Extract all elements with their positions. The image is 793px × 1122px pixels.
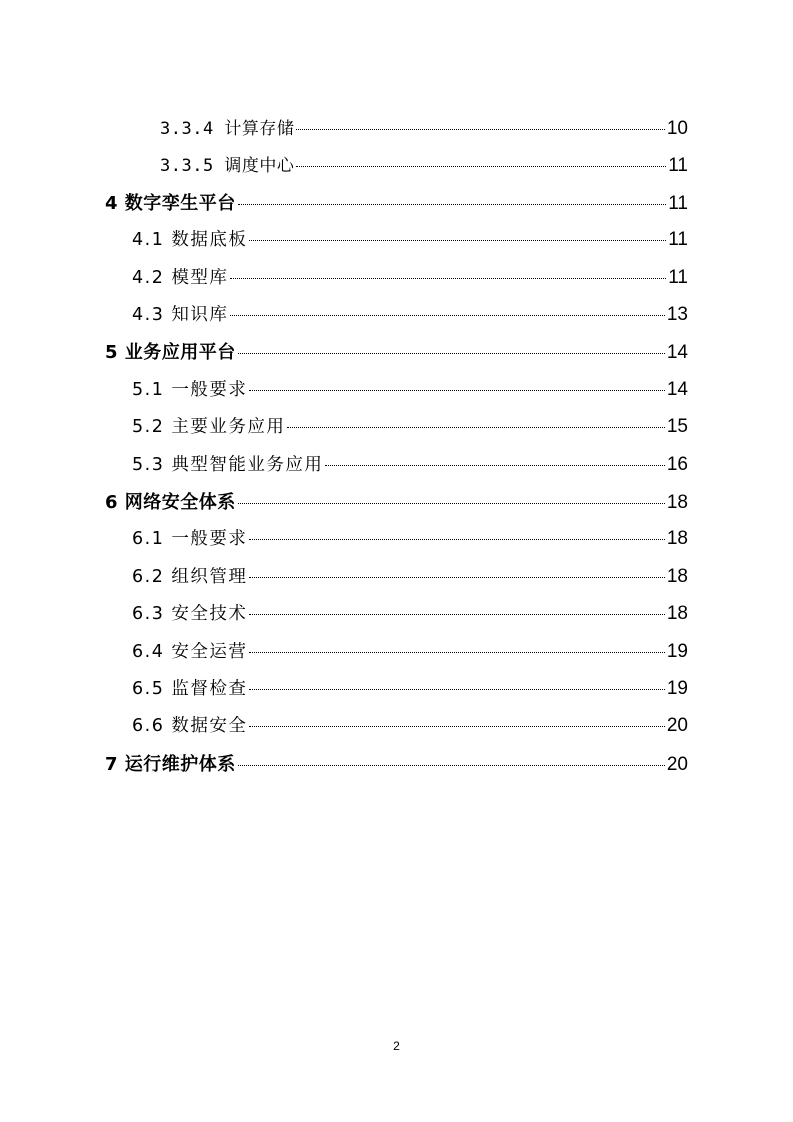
toc-entry-page: 11	[668, 155, 688, 177]
toc-entry[interactable]	[132, 600, 688, 630]
dot-leader	[249, 613, 664, 615]
dot-leader	[249, 389, 664, 391]
toc-entry[interactable]	[132, 638, 688, 668]
toc-entry-page: 18	[666, 492, 688, 513]
toc-entry-title: 6.2 组织管理	[132, 566, 248, 587]
dot-leader	[238, 764, 665, 766]
toc-entry-title: 3.3.5 调度中心	[160, 156, 295, 177]
toc-entry[interactable]	[105, 338, 688, 368]
toc-entry[interactable]	[160, 114, 688, 144]
toc-entry-title: 6.5 监督检查	[132, 679, 248, 699]
dot-leader	[249, 688, 664, 690]
toc-entry-page: 18	[666, 565, 688, 587]
toc-entry[interactable]	[132, 675, 688, 705]
toc-entry[interactable]	[132, 712, 688, 742]
toc-entry[interactable]	[160, 151, 688, 181]
dot-leader	[296, 165, 666, 167]
toc-entry-page: 11	[668, 229, 688, 251]
dot-leader	[249, 651, 664, 653]
toc-entry-page: 18	[666, 528, 688, 550]
toc-entry-title: 4.1 数据底板	[132, 230, 248, 251]
toc-entry-title: 5 业务应用平台	[105, 342, 236, 364]
toc-entry[interactable]	[132, 413, 688, 443]
toc-entry-page: 11	[668, 266, 688, 288]
toc-entry[interactable]	[132, 301, 688, 331]
toc-entry-title: 4.2 模型库	[132, 267, 229, 288]
toc-entry-page: 19	[666, 640, 688, 662]
toc-entry-title: 5.3 典型智能业务应用	[132, 454, 324, 475]
toc-entry-page: 13	[666, 304, 688, 325]
toc-entry-title: 7 运行维护体系	[105, 753, 236, 775]
toc-entry-page: 16	[666, 453, 688, 475]
toc-entry-title: 6.4 安全运营	[132, 641, 248, 662]
dot-leader	[249, 538, 664, 540]
toc-entry-page: 11	[668, 192, 688, 214]
toc-entry-page: 19	[666, 678, 688, 699]
toc-entry-title: 6.6 数据安全	[132, 716, 248, 737]
toc-entry-title: 4 数字孪生平台	[105, 192, 236, 214]
toc-entry[interactable]	[132, 451, 688, 481]
toc-entry[interactable]	[105, 488, 688, 518]
toc-entry[interactable]	[105, 189, 688, 219]
toc-entry-page: 15	[666, 416, 688, 438]
toc-entry-title: 3.3.4 计算存储	[160, 119, 295, 139]
toc-entry-title: 6.3 安全技术	[132, 604, 248, 625]
toc-entry[interactable]	[132, 525, 688, 555]
dot-leader	[238, 203, 666, 205]
dot-leader	[230, 277, 666, 279]
dot-leader	[238, 352, 665, 354]
toc-entry-title: 4.3 知识库	[132, 305, 229, 325]
toc-entry-page: 18	[666, 603, 688, 625]
toc-entry[interactable]	[132, 226, 688, 256]
dot-leader	[296, 128, 664, 130]
toc-entry[interactable]	[132, 264, 688, 294]
toc-entry-page: 20	[666, 753, 688, 775]
dot-leader	[249, 725, 664, 727]
toc-entry-page: 10	[666, 118, 688, 139]
dot-leader	[249, 239, 666, 241]
toc-entry-page: 14	[666, 378, 688, 400]
toc-entry-title: 6 网络安全体系	[105, 492, 236, 513]
page-number: 2	[393, 1039, 400, 1053]
dot-leader	[230, 314, 664, 316]
toc-entry-title: 5.1 一般要求	[132, 379, 248, 400]
toc-entry[interactable]	[105, 750, 688, 780]
toc-entry[interactable]	[132, 376, 688, 406]
toc-entry[interactable]	[132, 563, 688, 593]
toc-entry-page: 20	[666, 715, 688, 737]
dot-leader	[287, 426, 664, 428]
dot-leader	[238, 502, 665, 504]
dot-leader	[325, 464, 664, 466]
toc-entry-title: 6.1 一般要求	[132, 529, 248, 550]
toc-entry-title: 5.2 主要业务应用	[132, 417, 286, 438]
dot-leader	[249, 576, 664, 578]
toc-entry-page: 14	[666, 342, 688, 364]
